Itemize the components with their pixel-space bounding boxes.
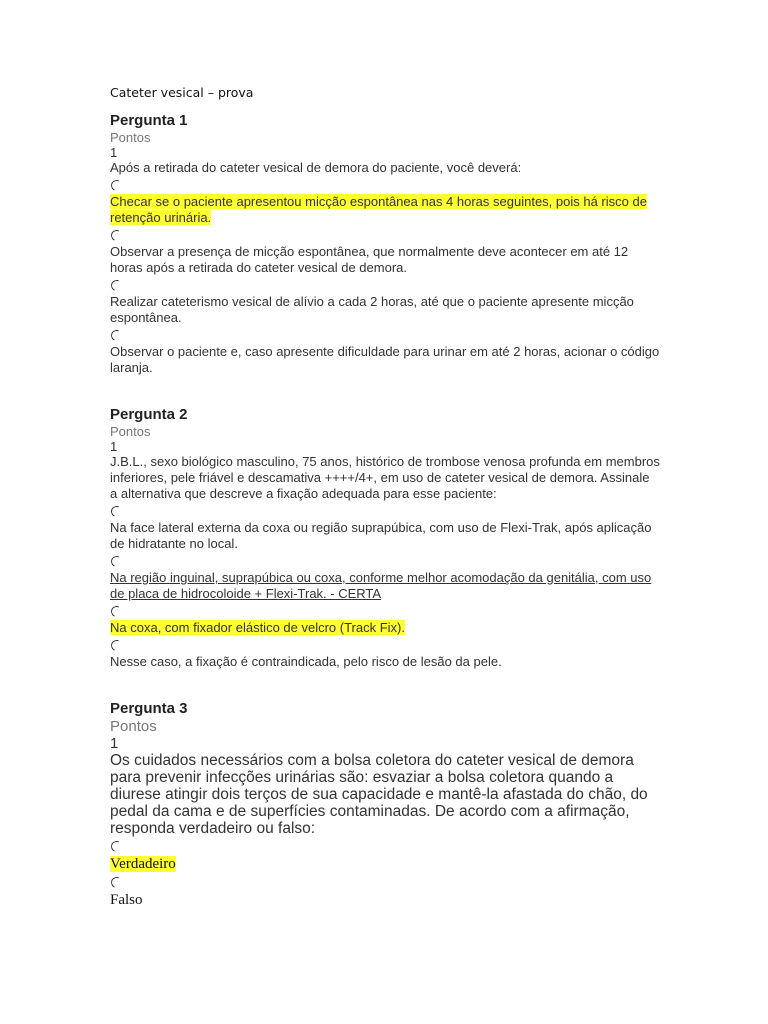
option-1c[interactable]: Realizar cateterismo vesical de alívio a cada 2 horas, até que o paciente apresente micção espontânea. [110, 294, 634, 325]
points-label: Pontos [110, 130, 151, 145]
points-value: 1 [110, 439, 118, 454]
question-2 [110, 406, 660, 670]
option-2b[interactable] [110, 570, 660, 602]
points-label: Pontos [110, 718, 157, 735]
option-text: Na região inguinal, suprapúbica ou coxa, conforme melhor acomodação da genitália, com uso de placa de hidrocoloide + Flexi-Trak. - CERTA [110, 570, 652, 601]
option-1b[interactable]: Observar a presença de micção espontânea, que normalmente deve acontecer em até 12 horas após a retirada do cateter vesical de demora. [110, 244, 629, 275]
option-text: Checar se o paciente apresentou micção espontânea nas 4 horas seguintes, pois há risco de retenção urinária. [110, 194, 647, 225]
option-1d[interactable]: Observar o paciente e, caso apresente dificuldade para urinar em até 2 horas, acionar o código laranja. [110, 344, 660, 375]
option-text: Verdadeiro [110, 856, 176, 872]
radio-icon[interactable] [109, 604, 123, 618]
radio-icon[interactable] [109, 178, 123, 192]
option-2c[interactable] [110, 620, 660, 636]
radio-icon[interactable] [109, 278, 123, 292]
question-1 [110, 112, 660, 376]
option-1a[interactable] [110, 194, 660, 226]
points-label: Pontos [110, 424, 151, 439]
question-heading: Pergunta 2 [110, 406, 188, 423]
radio-icon[interactable] [109, 839, 123, 853]
question-text: Os cuidados necessários com a bolsa coletora do cateter vesical de demora para prevenir infecções urinárias são: esvaziar a bolsa coletora quando a diurese atingir dois terços de sua capacidade e mantê-la afastada do chão, do pedal da cama e de superfícies contaminadas. De acordo com a afirmação, responda verdadeiro ou falso: [110, 752, 648, 837]
option-2d[interactable]: Nesse caso, a fixação é contraindicada, pelo risco de lesão da pele. [110, 654, 502, 669]
question-heading: Pergunta 3 [110, 700, 188, 717]
radio-icon[interactable] [109, 504, 123, 518]
radio-icon[interactable] [109, 875, 123, 889]
question-heading: Pergunta 1 [110, 112, 188, 129]
radio-icon[interactable] [109, 638, 123, 652]
option-2a[interactable]: Na face lateral externa da coxa ou região suprapúbica, com uso de Flexi-Trak, após aplicação de hidratante no local. [110, 520, 652, 551]
document-title: Cateter vesical – prova [110, 85, 254, 100]
question-text: Após a retirada do cateter vesical de demora do paciente, você deverá: [110, 160, 522, 175]
radio-icon[interactable] [109, 554, 123, 568]
radio-icon[interactable] [109, 228, 123, 242]
points-value: 1 [110, 735, 119, 752]
radio-icon[interactable] [109, 328, 123, 342]
option-false[interactable]: Falso [110, 892, 143, 908]
question-text: J.B.L., sexo biológico masculino, 75 anos, histórico de trombose venosa profunda em membros inferiores, pele friável e descamativa ++++/4+, em uso de cateter vesical de demora. Assinale a alternativa que descreve a fixação adequada para esse paciente: [110, 454, 660, 501]
option-true[interactable] [110, 855, 660, 873]
question-3 [110, 700, 660, 909]
option-text: Na coxa, com fixador elástico de velcro (Track Fix). [110, 620, 405, 635]
points-value: 1 [110, 145, 118, 160]
